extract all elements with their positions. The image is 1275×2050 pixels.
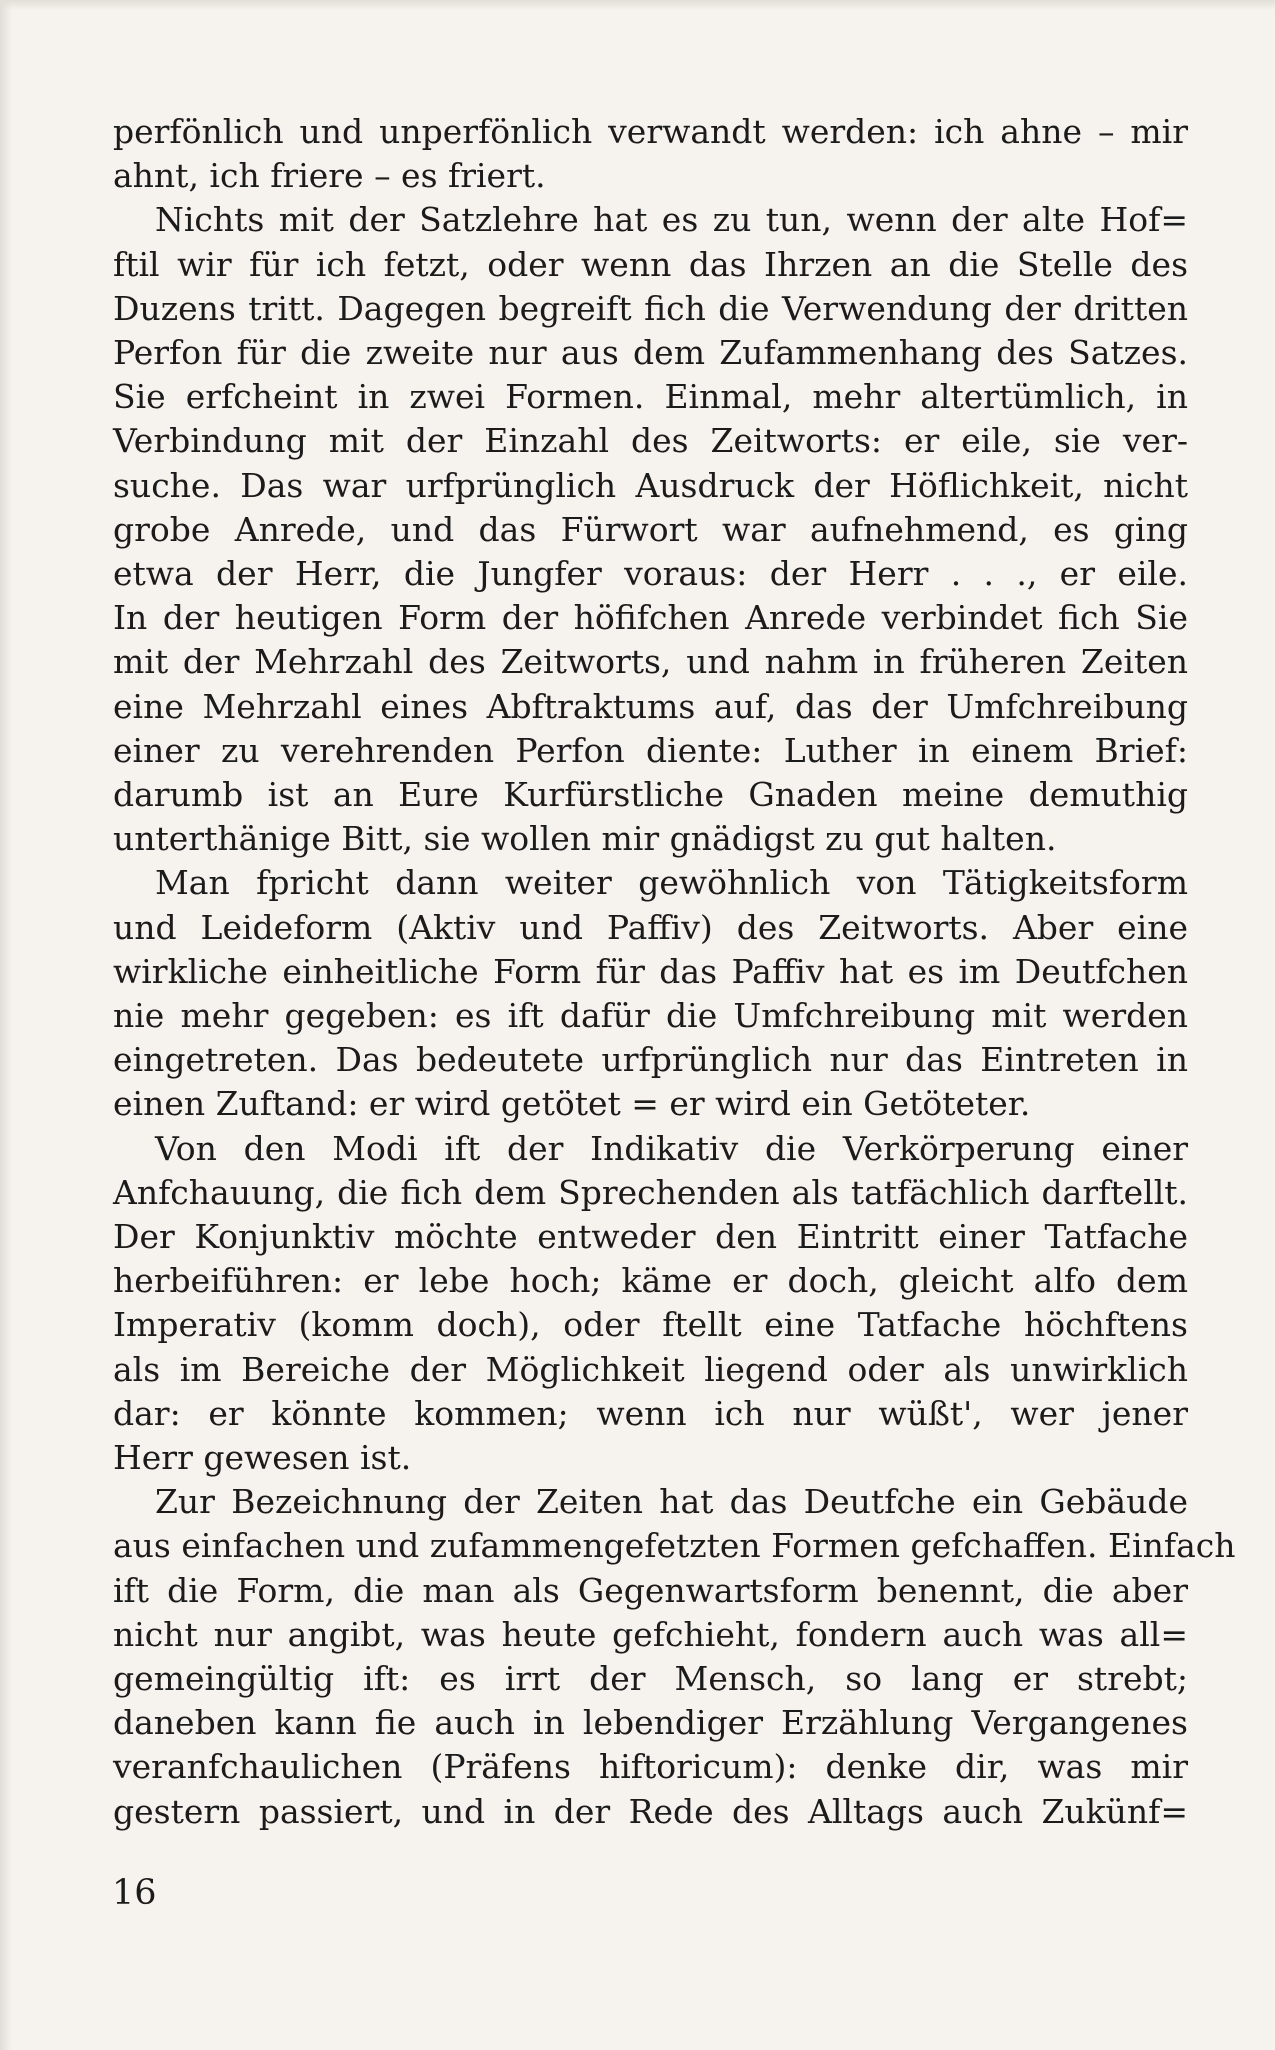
text-line: eine Mehrzahl eines Abftraktums auf, das der Umfchreibung [113, 686, 1188, 726]
text-line: Imperativ (komm doch), oder ftellt eine Tatfache höchftens [113, 1305, 1188, 1345]
text-line: Sie erfcheint in zwei Formen. Einmal, mehr altertümlich, in [113, 377, 1188, 417]
text-line: Perfon für die zweite nur aus dem Zufammenhang des Satzes. [113, 333, 1188, 372]
text-line: Nichts mit der Satzlehre hat es zu tun, wenn der alte Hof= [155, 200, 1188, 240]
text-line: einen Zuftand: er wird getötet = er wird ein Getöteter. [113, 1084, 1031, 1124]
text-line: ift die Form, die man als Gegenwartsform benennt, die aber [113, 1570, 1188, 1610]
text-line: wirkliche einheitliche Form für das Paffiv hat es im Deutfchen [113, 951, 1188, 991]
text-line: nie mehr gegeben: es ift dafür die Umfchreibung mit werden [113, 996, 1188, 1035]
text-line: nicht nur angibt, was heute gefchieht, fondern auch was all= [113, 1614, 1188, 1654]
text-line: Man fpricht dann weiter gewöhnlich von Tätigkeitsform [155, 863, 1188, 903]
text-line: gemeingültig ift: es irrt der Mensch, so lang er strebt; [113, 1659, 1188, 1698]
text-line: ftil wir für ich fetzt, oder wenn das Ihrzen an die Stelle des [113, 244, 1188, 284]
text-line: grobe Anrede, und das Fürwort war aufnehmend, es ging [113, 509, 1188, 549]
page-number: 16 [112, 1873, 157, 1913]
text-line: darumb ist an Eure Kurfürstliche Gnaden meine demuthig [113, 775, 1188, 814]
text-line: aus einfachen und zufammengefetzten Formen gefchaffen. Einfach [113, 1526, 1236, 1566]
text-line: ahnt, ich friere – es friert. [113, 156, 546, 196]
text-line: Herr gewesen ist. [113, 1438, 412, 1477]
text-line: mit der Mehrzahl des Zeitworts, und nahm in früheren Zeiten [113, 642, 1188, 682]
text-line: perfönlich und unperfönlich verwandt werden: ich ahne – mir [113, 112, 1188, 151]
text-line: gestern passiert, und in der Rede des Alltags auch Zukünf= [113, 1791, 1188, 1831]
text-line: unterthänige Bitt, sie wollen mir gnädigst zu gut halten. [113, 819, 1057, 859]
text-line: Duzens tritt. Dagegen begreift fich die Verwendung der dritten [113, 288, 1188, 328]
text-line: herbeiführen: er lebe hoch; käme er doch, gleicht alfo dem [113, 1261, 1188, 1301]
text-line: veranfchaulichen (Präfens hiftoricum): denke dir, was mir [113, 1747, 1188, 1787]
text-line: eingetreten. Das bedeutete urfprünglich nur das Eintreten in [113, 1040, 1188, 1080]
text-line: Zur Bezeichnung der Zeiten hat das Deutfche ein Gebäude [155, 1482, 1188, 1522]
text-line: daneben kann fie auch in lebendiger Erzählung Vergangenes [113, 1703, 1188, 1743]
page-edge-shadow [0, 0, 12, 2050]
text-line: Anfchauung, die fich dem Sprechenden als tatfächlich darftellt. [113, 1172, 1188, 1212]
text-line: suche. Das war urfprünglich Ausdruck der Höflichkeit, nicht [113, 465, 1188, 505]
text-line: etwa der Herr, die Jungfer voraus: der Herr . . ., er eile. [113, 554, 1188, 593]
text-line: und Leideform (Aktiv und Paffiv) des Zeitworts. Aber eine [113, 907, 1188, 947]
text-line: In der heutigen Form der höfifchen Anrede verbindet fich Sie [113, 598, 1188, 638]
text-line: als im Bereiche der Möglichkeit liegend oder als unwirklich [113, 1349, 1188, 1389]
text-line: Verbindung mit der Einzahl des Zeitworts: er eile, sie ver- [113, 421, 1188, 461]
text-line: Von den Modi ift der Indikativ die Verkörperung einer [155, 1128, 1188, 1168]
text-line: Der Konjunktiv möchte entweder den Eintritt einer Tatfache [113, 1217, 1188, 1256]
text-line: einer zu verehrenden Perfon diente: Luther in einem Brief: [113, 730, 1188, 770]
body-text [113, 112, 1236, 1882]
text-line: dar: er könnte kommen; wenn ich nur wüßt', wer jener [113, 1393, 1188, 1433]
page-top-shadow [0, 0, 1275, 10]
